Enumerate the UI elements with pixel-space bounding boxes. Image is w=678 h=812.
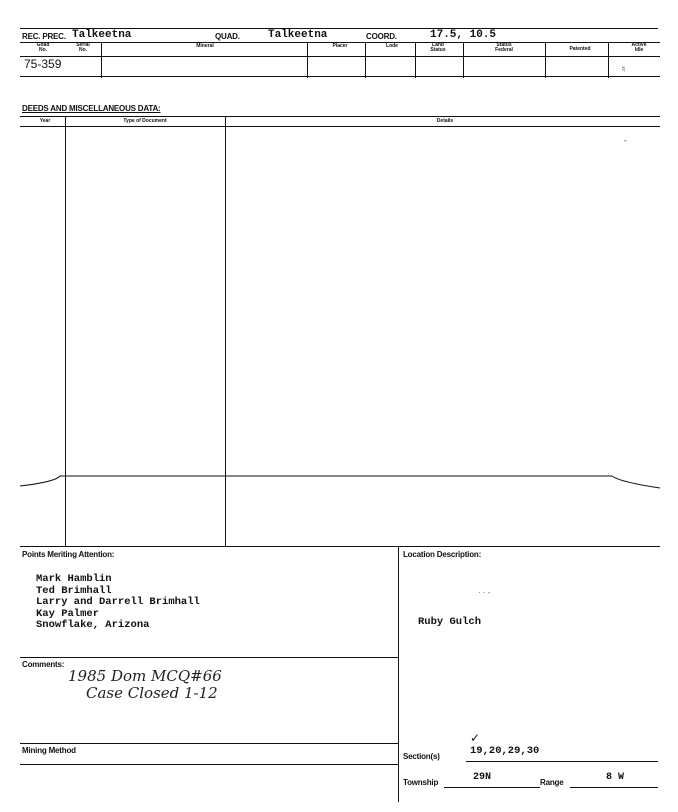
mining-rule <box>20 743 398 744</box>
col-divider <box>545 42 546 78</box>
township-underline <box>444 787 540 788</box>
col-land-status: Land Status <box>430 42 446 53</box>
lower-top-rule <box>20 546 660 547</box>
deeds-col-type: Type of Document <box>123 118 167 124</box>
deeds-col-year: Year <box>39 118 51 124</box>
mining-bottom-rule <box>20 764 398 765</box>
col-mineral: Mineral <box>196 43 214 49</box>
col-lode: Lode <box>386 43 398 49</box>
deeds-top-rule <box>20 116 660 117</box>
lower-center-divider <box>398 546 399 802</box>
fold-line <box>0 468 678 508</box>
col-goad-no: Goad No. <box>36 42 50 53</box>
location-value: Ruby Gulch <box>418 616 482 628</box>
faint-marks: · · - <box>478 588 491 597</box>
deeds-header-rule <box>20 126 660 127</box>
list-item: Mark Hamblin <box>36 573 112 585</box>
section-label: Section(s) <box>403 752 440 761</box>
record-rule <box>20 76 660 77</box>
location-label: Location Description: <box>403 550 482 559</box>
comments-label: Comments: <box>22 660 65 669</box>
stray-mark: - <box>624 136 627 145</box>
coord-label: COORD. <box>366 32 397 41</box>
col-patented: Patented <box>569 46 591 52</box>
col-serial-no: Serial No. <box>76 42 90 53</box>
col-divider <box>365 42 366 78</box>
deeds-col-details: Details <box>436 118 454 124</box>
scribble-mark: ♮ <box>622 64 626 74</box>
col-divider <box>307 42 308 78</box>
columns-rule <box>20 56 660 57</box>
col-placer: Placer <box>332 43 348 49</box>
township-value: 29N <box>473 772 492 783</box>
list-item: Snowflake, Arizona <box>36 619 150 631</box>
points-label: Points Meriting Attention: <box>22 550 115 559</box>
col-divider <box>463 42 464 78</box>
range-value: 8 W <box>606 772 625 783</box>
rec-prec-label: REC. PREC. <box>22 32 66 41</box>
list-item: Larry and Darrell Brimhall <box>36 596 200 608</box>
township-label: Township <box>403 778 439 787</box>
quad-value: Talkeetna <box>268 29 328 41</box>
goad-number-value: 75-359 <box>24 57 62 71</box>
points-list <box>36 574 200 632</box>
col-divider <box>608 42 609 78</box>
col-divider <box>101 42 102 78</box>
list-item: Kay Palmer <box>36 607 100 620</box>
comments-handwriting-line1: 1985 Dom MCQ#66 <box>68 667 222 685</box>
coord-value: 17.5, 10.5 <box>430 29 497 41</box>
range-underline <box>570 787 658 788</box>
deeds-section-title: DEEDS AND MISCELLANEOUS DATA: <box>22 104 161 113</box>
section-check-mark: ✓ <box>470 731 481 745</box>
quad-label: QUAD. <box>215 32 240 41</box>
col-active-idle: Active Idle <box>631 42 647 53</box>
rec-prec-value: Talkeetna <box>72 29 132 41</box>
col-divider <box>415 42 416 78</box>
col-status-federal: Status Federal <box>495 42 513 53</box>
mining-method-label: Mining Method <box>22 746 76 755</box>
list-item: Ted Brimhall <box>36 584 112 597</box>
comments-rule <box>20 657 398 658</box>
section-underline <box>466 761 658 762</box>
range-label: Range <box>540 778 564 787</box>
comments-handwriting-line2: Case Closed 1-12 <box>86 684 218 702</box>
section-value: 19,20,29,30 <box>470 745 540 757</box>
